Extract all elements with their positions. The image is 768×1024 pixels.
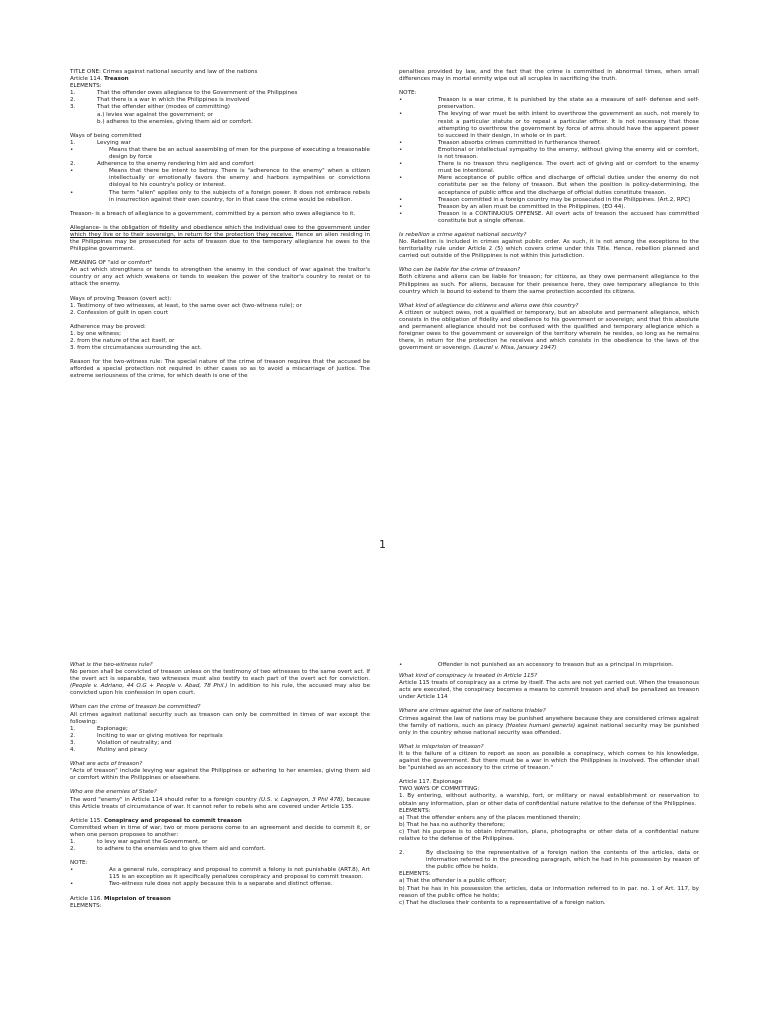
- note-item: • Treason is a war crime, it is punished by the state as a measure of self- defense and self-preservation.: [399, 97, 699, 111]
- page-number: 1: [379, 538, 386, 551]
- proving-item: 1. Testimony of two witnesses, at least, to the same over act (two-witness rule); or: [70, 302, 302, 309]
- page1-right-column: [399, 69, 699, 352]
- exception-item: 4. Mutiny and piracy: [70, 747, 148, 754]
- question: What kind of allegiance do citizens and aliens owe this country?: [399, 302, 579, 309]
- question: Who are the enemies of State?: [70, 789, 157, 796]
- element-item: b) That he has in his possession the articles, data or information referred to in par. no. 1 of Art. 117, by reason of the public office he holds;: [399, 885, 699, 899]
- proving-item: 2. Confession of guilt in open court: [70, 309, 169, 316]
- article-115-heading: Article 115. Conspiracy and proposal to commit treason: [70, 817, 242, 824]
- question: Is rebellion a crime against national security?: [399, 231, 527, 238]
- question: Where are crimes against the law of nations triable?: [399, 708, 546, 715]
- element-item: 3. That the offender either (modes of committing): [70, 104, 230, 111]
- note-item: • Treason committed in a foreign country may be prosecuted in the Philippines. (Art.2, RPC): [399, 196, 691, 203]
- article-116-heading: Article 116. Misprision of treason: [70, 895, 171, 902]
- mode-item: b.) adheres to the enemies, giving them aid or comfort.: [97, 118, 253, 125]
- bullet-item: • Means that there be intent to betray. There is "adherence to the enemy" when a citizen intellectually or emotionally favors the enemy and harbors sympathies or convictions disloyal to his country's policy or interest.: [70, 168, 370, 189]
- proving-label: Ways of proving Treason (overt act):: [70, 295, 172, 302]
- mode-item: a.) levies war against the government; or: [97, 111, 214, 118]
- treason-definition: Treason- is a breach of allegiance to a government, committed by a person who owes allegiance to it.: [70, 210, 356, 217]
- note-item: • Mere acceptance of public office and discharge of official duties under the enemy do not constitute per se the felony of treason. But when the position is policy-determining, the acceptance of public office and the discharge of official duties constitute treason.: [399, 175, 699, 196]
- question: What is misprision of treason?: [399, 743, 484, 750]
- bullet-item: • Means that there be an actual assembling of men for the purpose of executing a treasonable design by force: [70, 146, 370, 161]
- note-item: • Treason by an alien must be committed in the Philippines. (EO 44).: [399, 203, 626, 210]
- article-117-heading: Article 117. Espionage: [399, 779, 462, 786]
- way-item: 2. Adherence to the enemy rendering him aid and comfort: [70, 161, 254, 168]
- continuation-text: penalties provided by law, and the fact that the crime is committed in abnormal times, when small differences may in mortal enmity wipe out all scruples in sacrificing the truth.: [399, 69, 699, 83]
- answer: A citizen or subject owes, not a qualified or temporary, but an absolute and permanent allegiance, which consists in the obligation of fidelity and obedience to his government or sovereign; and that this absolute and permanent allegiance should not be confused with the qualified and temporary allegiance which a foreigner owes to the government or sovereign of the territory wherein he resides, so long as he remains there, in return for the protection he receives and which consists in the obedience to the laws of the government or sovereign. (Laurel v. Misa, January 1947): [399, 309, 699, 352]
- answer: Article 115 treats of conspiracy as a crime by itself. The acts are not yet carried out. When the treasonous acts are executed, the conspiracy becomes a means to commit treason and shall be penalized as treason under Article 114: [399, 680, 699, 701]
- article-115-text: Committed when in time of war, two or more persons come to an agreement and decide to commit it, or when one person proposes to another:: [70, 824, 370, 838]
- article-114-heading: [70, 76, 370, 83]
- note-item: • Treason absorbs crimes committed in furtherance thereof.: [399, 139, 601, 146]
- bullet-item: • Offender is not punished as an accessory to treason but as a principal in misprision.: [399, 662, 674, 668]
- exception-item: 3. Violation of neutrality; and: [70, 739, 172, 746]
- answer: All crimes against national security such as treason can only be committed in times of war except the following:: [70, 711, 370, 725]
- answer: It is the failure of a citizen to report as soon as possible a conspiracy, which comes to his knowledge, against the government. But there must be a war in which the Philippines is involved. The offender shall be "punished as an accessory to the crime of treason.": [399, 750, 699, 772]
- way-item: 2. By disclosing to the representative of a foreign nation the contents of the articles, data or information referred to in the preceding paragraph, which he had in his possession by reason of the public office he holds.: [399, 850, 699, 871]
- ways-label: TWO WAYS OF COMMITTING:: [399, 786, 480, 793]
- note-label: NOTE:: [399, 90, 417, 97]
- answer: No. Rebellion is included in crimes against public order. As such, it is not among the exceptions to the territoriality rule under Article 2 (5) which covers crime under this Title. Hence, rebellion planned and carried out outside of the Philippines is not within this jurisdiction.: [399, 239, 699, 260]
- element-item: a) That the offender enters any of the places mentioned therein;: [399, 814, 581, 821]
- note-item: • Treason is a CONTINUOUS OFFENSE. All overt acts of treason the accused has committed constitute but a single offense.: [399, 210, 699, 224]
- element-item: 2. That there is a war in which the Philippines is involved: [70, 97, 250, 104]
- question: What kind of conspiracy is treated in Article 115?: [399, 673, 538, 680]
- aid-label: MEANING OF "aid or comfort": [70, 260, 153, 267]
- note-label: NOTE:: [70, 860, 88, 867]
- question: Who can be liable for the crime of treason?: [399, 267, 521, 274]
- page2-right-column: [399, 662, 699, 907]
- article-115-item: 2. to adhere to the enemies and to give them aid and comfort.: [70, 846, 266, 853]
- element-item: 1. That the offender owes allegiance to the Government of the Philippines: [70, 90, 298, 97]
- page1-left-column: [70, 69, 370, 380]
- question: When can the crime of treason be committed?: [70, 704, 201, 711]
- title-line: TITLE ONE: Crimes against national security and law of the nations: [70, 69, 258, 75]
- element-item: c) That his purpose is to obtain information, plans, photographs or other data of a confidential nature relative to the defense of the Philippines.: [399, 828, 699, 842]
- note-item: • As a general rule, conspiracy and proposal to commit a felony is not punishable (ART.8), Art 115 is an exception as it specifically penalizes conspiracy and proposal to commit treason.: [70, 867, 370, 881]
- article-116-elements-label: ELEMENTS:: [70, 902, 102, 909]
- note-item: • There is no treason thru negligence. The overt act of giving aid or comfort to the enemy must be intentional.: [399, 161, 699, 175]
- adherence-label: Adherence may be proved:: [70, 323, 146, 330]
- elements-label: ELEMENTS:: [399, 807, 431, 814]
- bullet-item: • The term "alien" applies only to the subjects of a foreign power. It does not embrace rebels in insurrection against their own country, for in that case the crime would be rebellion.: [70, 189, 370, 203]
- reason-text: Reason for the two-witness rule: The special nature of the crime of treason requires that the accused be afforded a special protection not required in other cases so as to avoid a miscarriage of justice. The extreme seriousness of the crime, for which death is one of the: [70, 359, 370, 380]
- ways-label: Ways of being committed: [70, 132, 142, 139]
- element-item: a) That the offender is a public officer;: [399, 878, 507, 885]
- way-item: 1. Levying war: [70, 139, 131, 146]
- element-item: b) That he has no authority therefore;: [399, 821, 506, 828]
- page-2: [0, 652, 768, 1024]
- elements-label: ELEMENTS:: [70, 83, 102, 90]
- article-title: Treason: [103, 76, 129, 83]
- adherence-item: 1. by one witness;: [70, 330, 121, 337]
- way-text: 1. By entering, without authority, a warship, fort, or military or naval establishment or reservation to obtain any information, plan or other data of confidential nature relative to the defense of the Philippines.: [399, 793, 699, 807]
- answer: Crimes against the law of nations may be punished anywhere because they are considered crimes against the family of nations, such as piracy (Hostes humani generis) against national security may be punished only in the country whose national security was offended.: [399, 715, 699, 736]
- adherence-item: 3. from the circumstances surrounding the act.: [70, 345, 202, 352]
- answer: Both citizens and aliens can be liable for treason; for citizens, as they owe permanent allegiance to the Philippines as such. For aliens, because for their presence here, they owe temporary allegiance to this country which is bound to extend to them the same protection accorded its citizens.: [399, 274, 699, 295]
- exception-item: 2. Inciting to war or giving motives for reprisals: [70, 732, 223, 739]
- answer: No person shall be convicted of treason unless on the testimony of two witnesses to the same overt act. If the overt act is separable, two witnesses must also testify to each part of the overt act for conviction. (People v. Adriano, 44 O.G + People v. Abad, 78 Phil.) In addition to his rule, the accused may also be convicted upon his confession in open court.: [70, 669, 371, 697]
- allegiance-definition: Allegiance- is the obligation of fidelity and obedience which the individual owe to the government under which they live or to their sovereign, in return for the protection they receive. Hence an alien residing in the Philippines may be prosecuted for acts of treason due to the temporary allegiance he owes to the Philippine government.: [70, 224, 370, 253]
- article-115-item: 1. to levy war against the Government, or: [70, 838, 208, 845]
- aid-text: An act which strengthens or tends to strengthen the enemy in the conduct of war against the traitor's country or any act which weakens or tends to weaken the power of the traitor's country to resist or to attack the enemy.: [70, 267, 370, 288]
- question: What is the two-witness rule?: [70, 662, 153, 668]
- article-prefix: Article 114.: [70, 76, 104, 83]
- answer: The word "enemy" in Article 114 should refer to a foreign country (U.S. v. Lagnayon, 3 Phil 478), because this Article treats of circumstance of war. It cannot refer to rebels who are covered under Article 135.: [70, 796, 370, 810]
- note-item: • Emotional or intellectual sympathy to the enemy, without giving the enemy aid or comfort, is not treason.: [399, 146, 699, 161]
- elements-label: ELEMENTS:: [399, 871, 431, 878]
- answer: "Acts of treason" include levying war against the Philippines or adhering to her enemies, giving them aid or comfort within the Philippines or elsewhere.: [70, 768, 370, 782]
- question: What are acts of treason?: [70, 761, 143, 768]
- element-item: c) That he discloses their contents to a representative of a foreign nation.: [399, 899, 606, 906]
- note-item: • The levying of war must be with intent to overthrow the government as such, not merely to resist a particular statute or to repeal a particular officer. It is not necessary that those attempting to overthrow the government by force of arms should have the apparent power to succeed in their design, in whole or in part.: [399, 111, 699, 139]
- page2-left-column: [70, 662, 370, 910]
- adherence-item: 2. from the nature of the act itself, or: [70, 338, 175, 344]
- exception-item: 1. Espionage;: [70, 725, 128, 732]
- note-item: • Two-witness rule does not apply because this is a separate and distinct offense.: [70, 881, 333, 888]
